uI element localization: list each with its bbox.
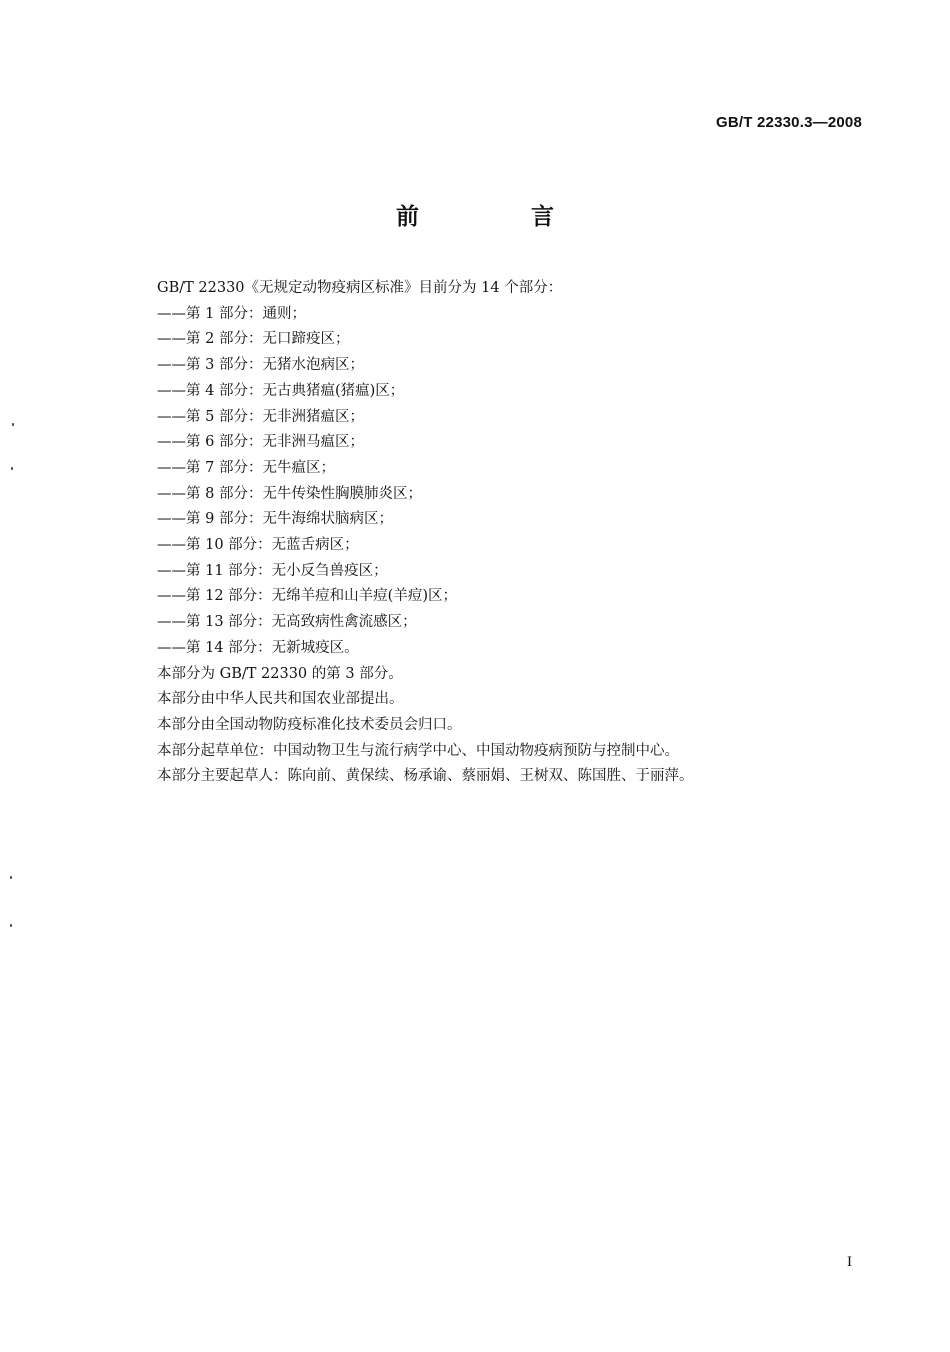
scan-speck: [12, 423, 14, 426]
drafting-units: 本部分起草单位：中国动物卫生与流行病学中心、中国动物疫病预防与控制中心。: [157, 742, 679, 759]
intro-paragraph: GB/T 22330《无规定动物疫病区标准》目前分为 14 个部分：: [157, 280, 563, 296]
page-title: 前 言: [395, 204, 606, 230]
main-drafters: 本部分主要起草人：陈向前、黄保续、杨承谕、蔡丽娟、王树双、陈国胜、于丽萍。: [157, 768, 694, 785]
part-list-item: ——第 14 部分：无新城疫区。: [157, 639, 359, 656]
part-list-item: ——第 11 部分：无小反刍兽疫区；: [157, 562, 388, 579]
centralized-statement: 本部分由全国动物防疫标准化技术委员会归口。: [157, 716, 462, 733]
part-list-item: ——第 8 部分：无牛传染性胸膜肺炎区；: [157, 485, 422, 502]
part-list-item: ——第 1 部分：通则；: [157, 305, 306, 322]
part-list-item: ——第 9 部分：无牛海绵状脑病区；: [157, 511, 393, 528]
scan-speck: [10, 876, 12, 879]
part-list-item: ——第 6 部分：无非洲马瘟区；: [157, 434, 364, 451]
part-statement: 本部分为 GB/T 22330 的第 3 部分。: [157, 665, 403, 682]
part-list-item: ——第 5 部分：无非洲猪瘟区；: [157, 408, 364, 425]
proposer-statement: 本部分由中华人民共和国农业部提出。: [157, 691, 404, 708]
part-list-item: ——第 3 部分：无猪水泡病区；: [157, 357, 364, 374]
part-list-item: ——第 7 部分：无牛瘟区；: [157, 459, 335, 476]
scan-speck: [11, 467, 13, 470]
part-list-item: ——第 4 部分：无古典猪瘟(猪瘟)区；: [157, 382, 405, 399]
foreword-body: [157, 276, 877, 790]
scan-speck: [10, 924, 12, 927]
part-list-item: ——第 2 部分：无口蹄疫区；: [157, 331, 350, 348]
part-list-item: ——第 12 部分：无绵羊痘和山羊痘(羊痘)区；: [157, 588, 457, 605]
part-list-item: ——第 10 部分：无蓝舌病区；: [157, 537, 359, 554]
page-number: I: [847, 1254, 852, 1270]
part-list-item: ——第 13 部分：无高致病性禽流感区；: [157, 614, 417, 631]
standard-number: GB/T 22330.3—2008: [716, 114, 862, 131]
